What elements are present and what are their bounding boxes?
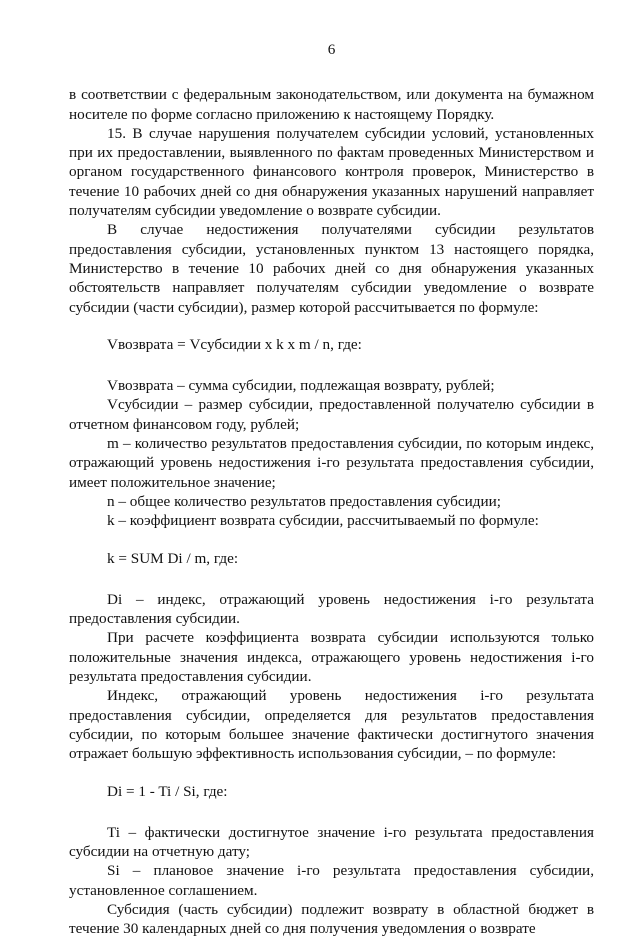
definition-ti: Ti – фактически достигнутое значение i-го результата предоставления субсидии на отчетную дату; [69, 823, 594, 861]
definition-si: Si – плановое значение i-го результата предоставления субсидии, установленное соглашением. [69, 862, 594, 899]
paragraph: Индекс, отражающий уровень недостижения i-го результата предоставления субсидии, определяется для результатов предоставления субсидии, по которым большее значение фактически достигнутого значения отражает большую эффективность использования субсидии, – по формуле: [69, 687, 594, 763]
paragraph-clause-15: 15. В случае нарушения получателем субсидии условий, установленных при их предоставлении, выявленного по фактам проведенных Министерством и органом государственного финансового контроля проверок, Министерство в течение 10 рабочих дней со дня обнаружения указанных нарушений направляет получателям субсидии уведомление о возврате субсидии. [69, 124, 594, 220]
formula-di: Di = 1 - Ti / Si, где: [107, 782, 228, 800]
page-number: 6 [327, 41, 336, 58]
paragraph: Субсидия (часть субсидии) подлежит возврату в областной бюджет в течение 30 календарных дней со дня получения уведомления о возврате [69, 900, 594, 938]
formula-v-return: Vвозврата = Vсубсидии x k x m / n, где: [107, 335, 362, 353]
definition-k: k – коэффициент возврата субсидии, рассчитываемый по формуле: [107, 512, 539, 530]
definition-di: Di – индекс, отражающий уровень недостижения i-го результата предоставления субсидии. [69, 590, 594, 628]
paragraph: При расчете коэффициента возврата субсидии используются только положительные значения индекса, отражающего уровень недостижения i-го результата предоставления субсидии. [69, 629, 594, 686]
definition-v-return: Vвозврата – сумма субсидии, подлежащая возврату, рублей; [107, 377, 495, 395]
document-page [69, 40, 594, 939]
paragraph: В случае недостижения получателями субсидии результатов предоставления субсидии, установленных пунктом 13 настоящего порядка, Министерство в течение 10 рабочих дней со дня обнаружения указанных обстоятельств направляет получателям субсидии уведомление о возврате субсидии (части субсидии), размер которой рассчитывается по формуле: [69, 221, 594, 316]
paragraph: в соответствии с федеральным законодательством, или документа на бумажном носителе по форме согласно приложению к настоящему Порядку. [69, 86, 594, 123]
formula-k: k = SUM Di / m, где: [107, 549, 239, 567]
definition-m: m – количество результатов предоставления субсидии, по которым индекс, отражающий уровень недостижения i-го результата предоставления субсидии, имеет положительное значение; [69, 435, 594, 491]
definition-n: n – общее количество результатов предоставления субсидии; [107, 492, 501, 510]
definition-v-subsidy: Vсубсидии – размер субсидии, предоставленной получателю субсидии в отчетном финансовом году, рублей; [69, 396, 594, 433]
